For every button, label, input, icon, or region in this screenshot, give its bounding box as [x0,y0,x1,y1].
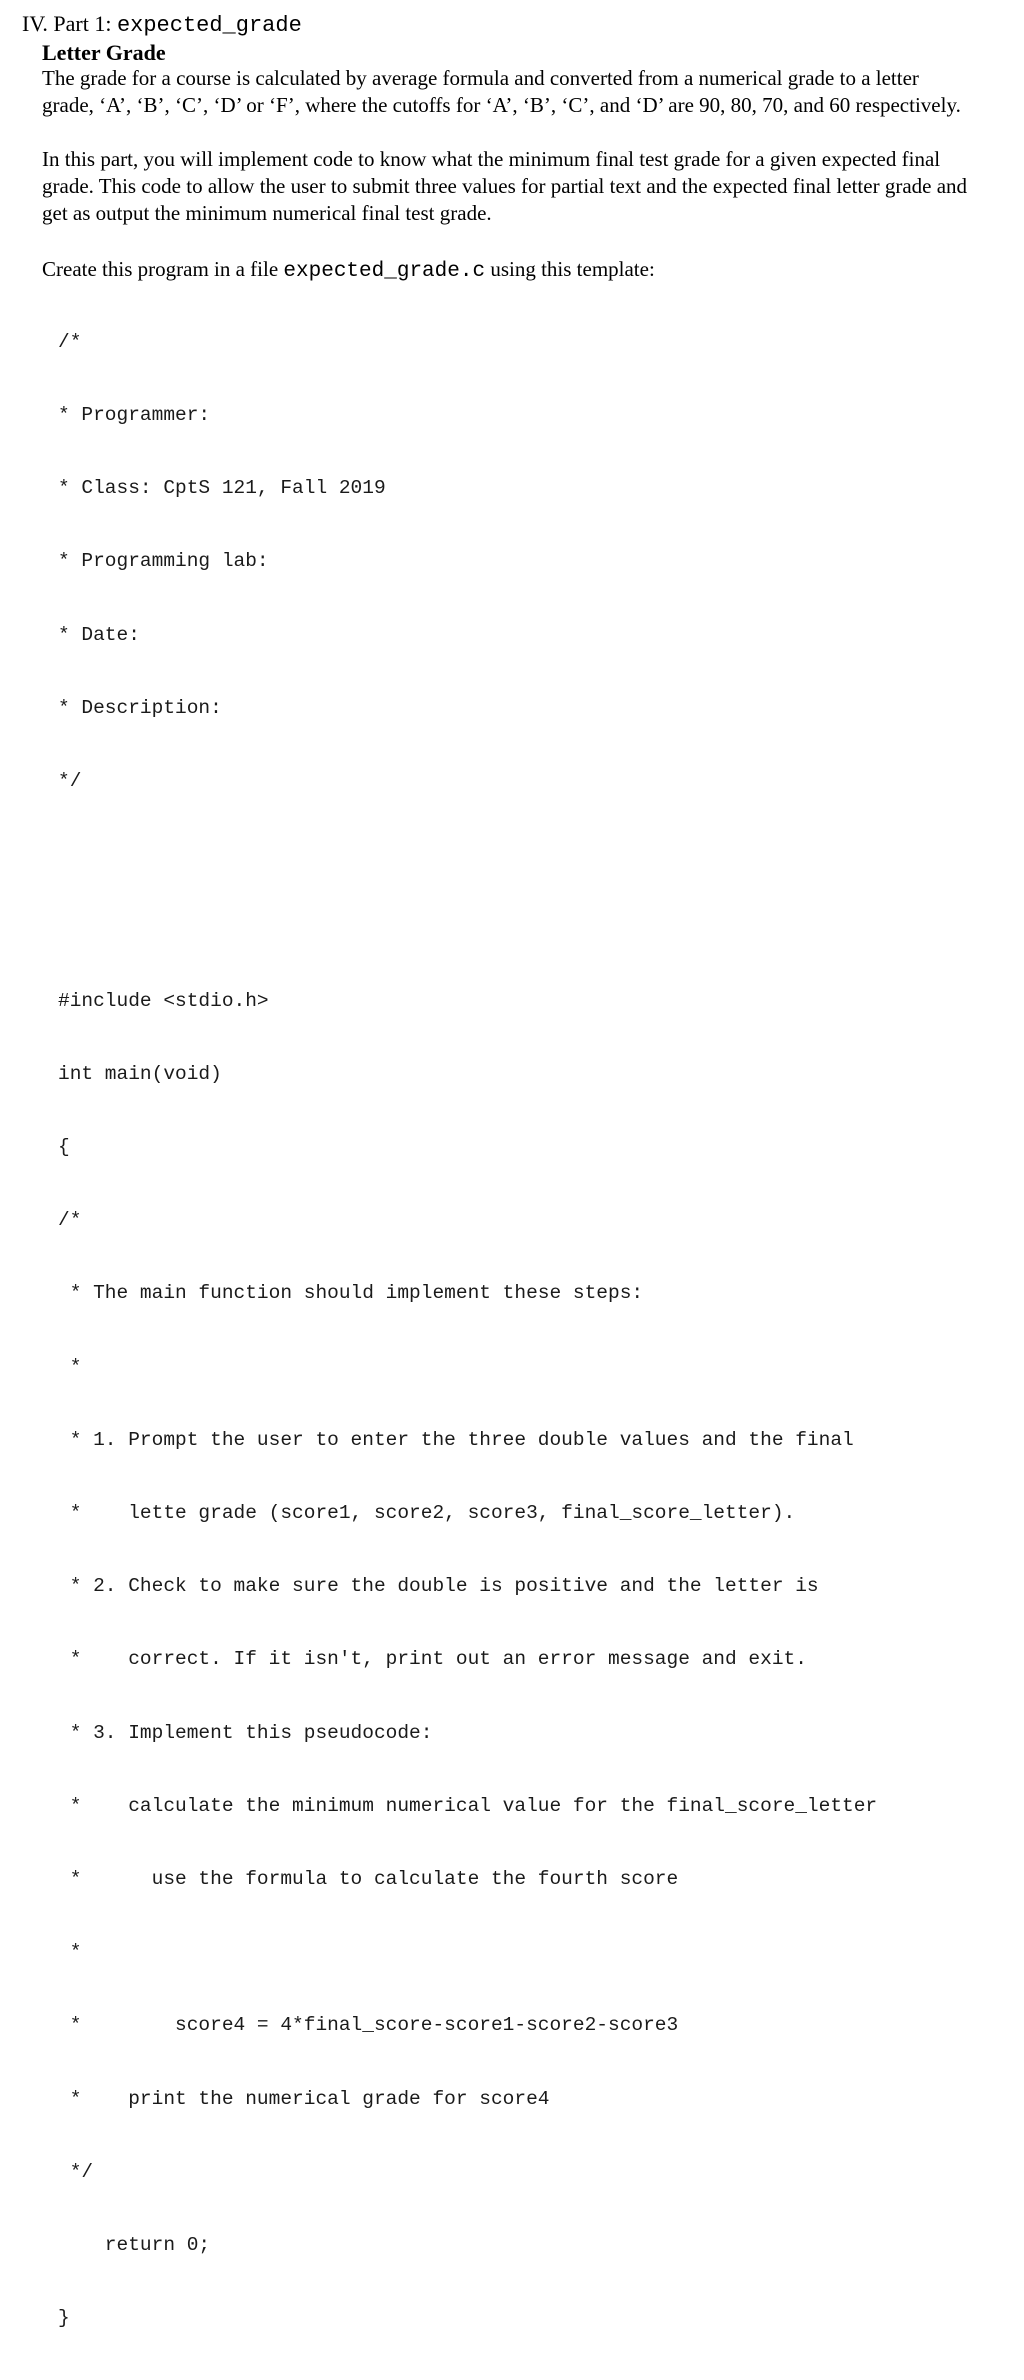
code-line: * calculate the minimum numerical value for the final_score_letter [58,1794,878,1817]
code-line: * correct. If it isn't, print out an error message and exit. [58,1648,807,1671]
code-line: * 2. Check to make sure the double is positive and the letter is [58,1575,819,1598]
code-line: * [58,1355,82,1378]
code-line: * Programming lab: [58,550,269,573]
create-file-prefix: Create this program in a file [42,257,284,281]
section-heading-code-name: expected_grade [116,13,302,38]
code-line: /* [58,330,82,353]
code-line: * [58,1941,82,1964]
code-line: { [58,1136,70,1159]
code-line: * Date: [58,623,140,646]
code-template [58,281,877,2380]
code-line: return 0; [58,2234,211,2257]
code-line: } [58,2307,70,2330]
letter-grade-title: Letter Grade [42,40,166,65]
code-line: * Class: CptS 121, Fall 2019 [58,477,386,500]
task-paragraph: In this part, you will implement code to know what the minimum final test grade for a given expected final grade. This code to allow the user to submit three values for partial text and the expected final letter grade and get as output the minimum numerical final test grade. [42,147,968,225]
code-line: /* [58,1209,82,1232]
create-file-suffix: using this template: [485,257,655,281]
code-line: * use the formula to calculate the fourth score [58,1868,679,1891]
code-line: * 3. Implement this pseudocode: [58,1721,433,1744]
code-line: * print the numerical grade for score4 [58,2087,550,2110]
intro-paragraph: The grade for a course is calculated by average formula and converted from a numerical grade to a letter grade, ‘A’, ‘B’, ‘C’, ‘D’ or ‘F’, where the cutoffs for ‘A’, ‘B’, ‘C’, and ‘D’ are 90, 80, 70, and 60 respectively. [42,66,961,117]
section-heading-prefix: IV. Part 1: [22,11,117,36]
code-line: * score4 = 4*final_score-score1-score2-score3 [58,2014,679,2037]
code-line: * Description: [58,696,222,719]
code-line: */ [58,2160,94,2183]
code-line: int main(void) [58,1062,222,1085]
code-line: * The main function should implement these steps: [58,1282,644,1305]
code-line: * lette grade (score1, score2, score3, final_score_letter). [58,1502,796,1525]
code-line [58,915,877,939]
section-heading [22,10,302,40]
code-line: #include <stdio.h> [58,989,269,1012]
code-line: * Programmer: [58,404,211,427]
create-file-filename: expected_grade.c [283,260,486,283]
code-line: * 1. Prompt the user to enter the three double values and the final [58,1428,854,1451]
code-line [58,842,877,866]
code-line: */ [58,770,82,793]
